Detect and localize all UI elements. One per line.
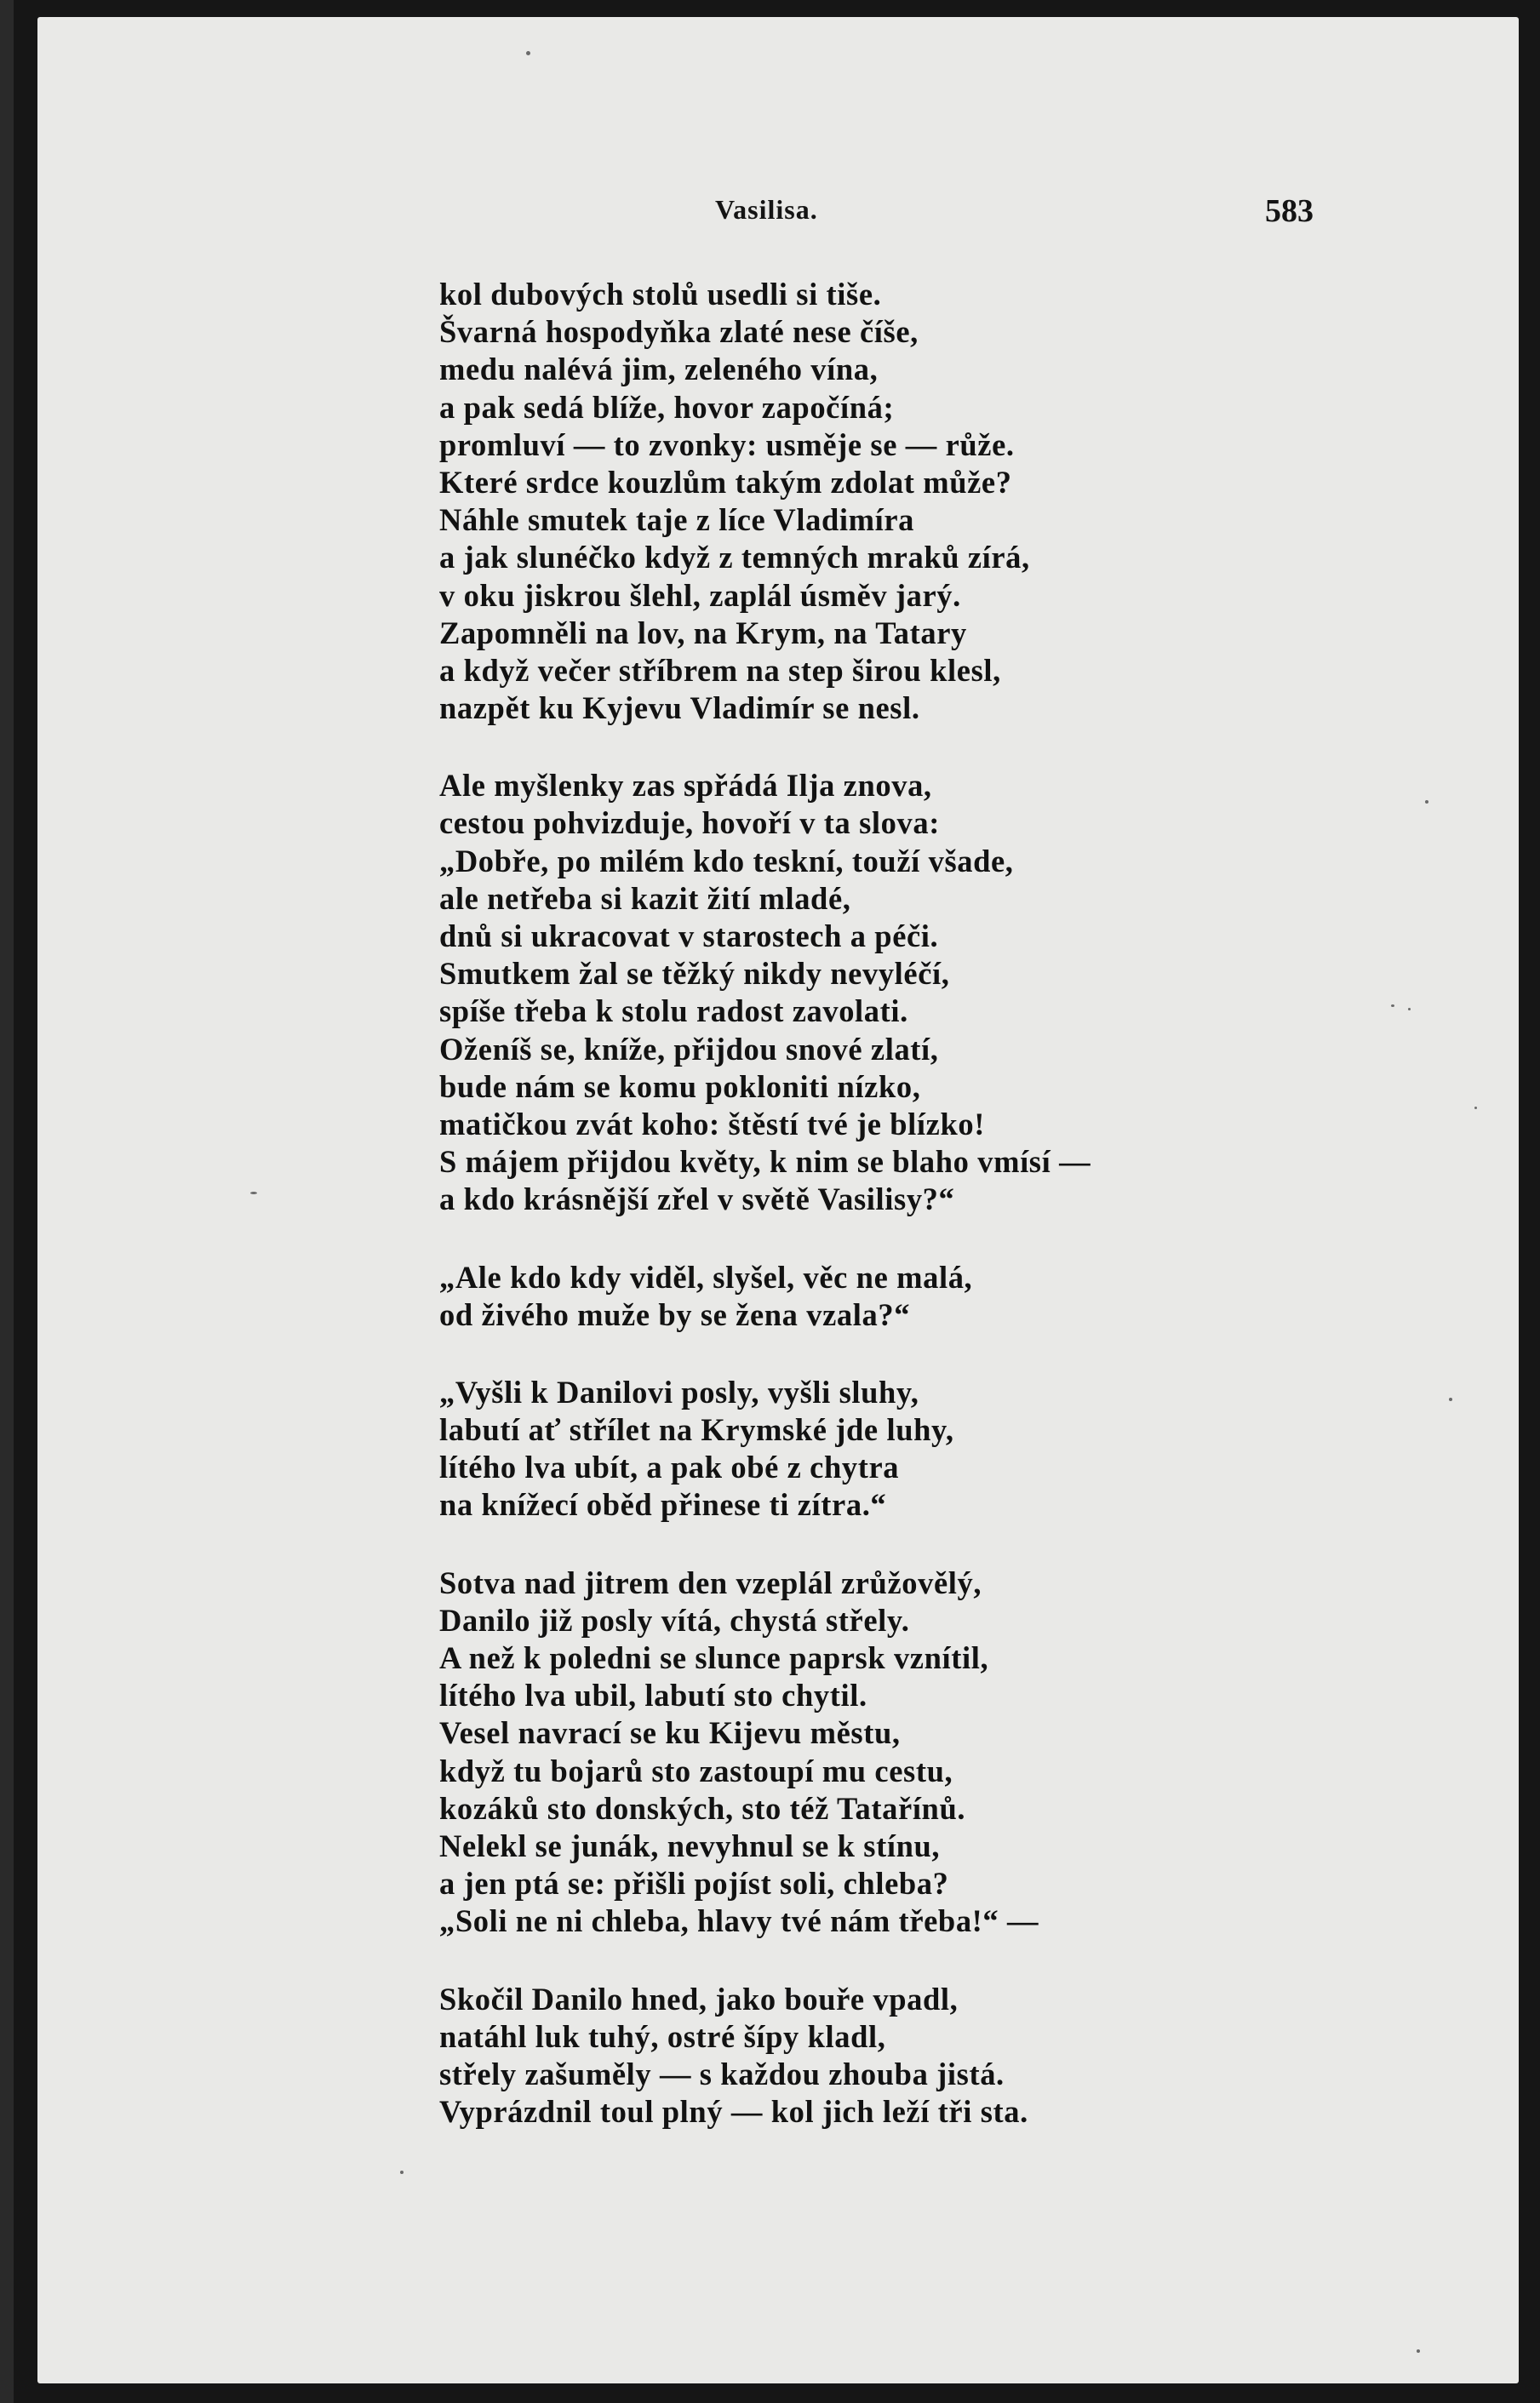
poem-line: lítého lva ubít, a pak obé z chytra [439, 1450, 900, 1485]
poem-line: na knížecí oběd přinese ti zítra.“ [439, 1487, 887, 1523]
scan-left-edge [0, 0, 14, 2403]
poem-line: promluví — to zvonky: usměje se — růže. [439, 426, 1015, 462]
scan-speck [1417, 2349, 1420, 2353]
scan-speck [526, 51, 530, 55]
poem-line: „Vyšli k Danilovi posly, vyšli sluhy, [439, 1374, 919, 1410]
poem-line: ale netřeba si kazit žití mladé, [439, 880, 851, 916]
poem-line: Vesel navrací se ku Kijevu městu, [439, 1715, 901, 1751]
poem-line: Sotva nad jitrem den vzeplál zrůžovělý, [439, 1565, 982, 1600]
poem-line: od živého muže by se žena vzala?“ [439, 1296, 911, 1332]
poem-line: lítého lva ubil, labutí sto chytil. [439, 1678, 867, 1714]
scan-speck [1408, 1008, 1411, 1010]
poem-line: matičkou zvát koho: štěstí tvé je blízko! [439, 1106, 985, 1141]
scan-speck [1449, 1398, 1452, 1401]
poem-line: kol dubových stolů usedli si tiše. [439, 277, 882, 312]
poem-line: A než k poledni se slunce paprsk vznítil, [439, 1640, 989, 1675]
poem-line: natáhl luk tuhý, ostré šípy kladl, [439, 2018, 886, 2054]
poem-line: Vyprázdnil toul plný — kol jich leží tři sta. [439, 2094, 1028, 2130]
poem-line: labutí ať střílet na Krymské jde luhy, [439, 1412, 954, 1448]
scan-speck [400, 2171, 404, 2174]
poem-line: „Ale kdo kdy viděl, slyšel, věc ne malá, [439, 1259, 973, 1295]
poem-line: bude nám se komu pokloniti nízko, [439, 1068, 921, 1104]
book-page [37, 17, 1519, 2383]
poem-line: kozáků sto donských, sto též Tatařínů. [439, 1790, 966, 1826]
poem-line: a jak slunéčko když z temných mraků zírá, [439, 540, 1030, 575]
running-title: Vasilisa. [715, 194, 818, 225]
stanza [439, 1565, 1291, 1941]
poem-line: a když večer stříbrem na step širou klesl, [439, 652, 1001, 688]
poem-line: když tu bojarů sto zastoupí mu cestu, [439, 1753, 953, 1788]
stanza [439, 767, 1291, 1218]
poem-line: dnů si ukracovat v starostech a péči. [439, 918, 939, 953]
poem-line: střely zašuměly — s každou zhouba jistá. [439, 2056, 1005, 2091]
scan-speck [250, 1192, 257, 1194]
scan-speck [1391, 1004, 1394, 1007]
stanza [439, 1374, 1291, 1525]
poem-line: a jen ptá se: přišli pojíst soli, chleba? [439, 1866, 949, 1902]
poem-line: Které srdce kouzlům takým zdolat může? [439, 464, 1012, 500]
poem-line: Zapomněli na lov, na Krym, na Tatary [439, 615, 967, 650]
poem-line: cestou pohvizduje, hovoří v ta slova: [439, 805, 940, 841]
poem-line: Smutkem žal se těžký nikdy nevyléčí, [439, 956, 950, 992]
poem-line: a kdo krásnější zřel v světě Vasilisy?“ [439, 1181, 955, 1217]
poem-line: Náhle smutek taje z líce Vladimíra [439, 502, 915, 538]
stanza [439, 1259, 1291, 1334]
poem-line: Nelekl se junák, nevyhnul se k stínu, [439, 1828, 941, 1863]
poem-line: Oženíš se, kníže, přijdou snové zlatí, [439, 1031, 939, 1067]
poem-line: medu nalévá jim, zeleného vína, [439, 352, 879, 387]
poem-line: spíše třeba k stolu radost zavolati. [439, 993, 908, 1029]
poem-line: S májem přijdou květy, k nim se blaho vmísí — [439, 1144, 1091, 1180]
poem-line: „Dobře, po milém kdo teskní, touží všade, [439, 843, 1014, 878]
stanza [439, 276, 1291, 727]
page-number: 583 [1265, 193, 1314, 229]
poem-line: Skočil Danilo hned, jako bouře vpadl, [439, 1981, 959, 2017]
poem-line: „Soli ne ni chleba, hlavy tvé nám třeba!“ — [439, 1903, 1039, 1939]
scan-speck [1425, 800, 1428, 804]
page-header [37, 194, 1519, 228]
poem-text [439, 276, 1291, 2171]
poem-line: a pak sedá blíže, hovor započíná; [439, 389, 895, 425]
stanza [439, 1981, 1291, 2131]
poem-line: nazpět ku Kyjevu Vladimír se nesl. [439, 690, 920, 726]
poem-line: Švarná hospodyňka zlaté nese číše, [439, 314, 919, 350]
poem-line: v oku jiskrou šlehl, zaplál úsměv jarý. [439, 577, 961, 613]
scan-speck [1474, 1107, 1477, 1109]
poem-line: Danilo již posly vítá, chystá střely. [439, 1602, 910, 1638]
poem-line: Ale myšlenky zas spřádá Ilja znova, [439, 768, 932, 804]
